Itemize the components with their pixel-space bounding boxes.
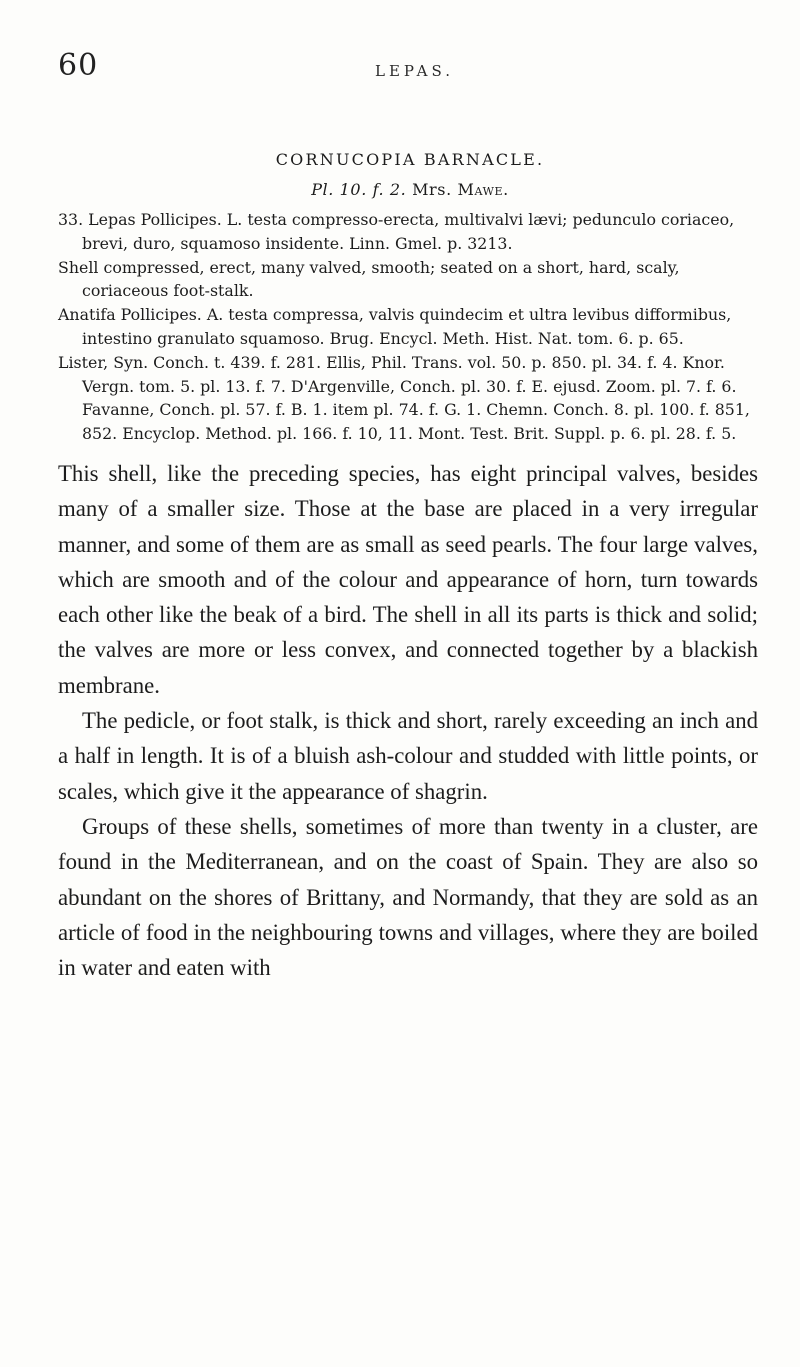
body-paragraph: The pedicle, or foot stalk, is thick and short, rarely exceeding an inch and a half in length. It is of a bluish ash-colour and studded with little points, or scales, which give it the appearance of shagrin. [58,708,758,804]
synonymy-entry: Lister, Syn. Conch. t. 439. f. 281. Ellis, Phil. Trans. vol. 50. p. 850. pl. 34. f. 4. Knor. Vergn. tom. 5. pl. 13. f. 7. D'Argenville, Conch. pl. 30. f. E. ejusd. Zoom. pl. 7. f. 6. Favanne, Conch. pl. 57. f. B. 1. item pl. 74. f. G. 1. Chemn. Conch. 8. pl. 100. f. 851, 852. Encyclop. Method. pl. 166. f. 10, 11. Mont. Test. Brit. Suppl. p. 6. pl. 28. f. 5. [58,352,750,444]
species-heading: CORNUCOPIA BARNACLE. [275,150,545,169]
body-paragraph: This shell, like the preceding species, has eight principal valves, besides many of a smaller size. Those at the base are placed in a very irregular manner, and some of them are as small as seed pearls. The four large valves, which are smooth and of the colour and appearance of horn, turn towards each other like the beak of a bird. The shell in all its parts is thick and solid; the valves are more or less convex, and connected together by a blackish membrane. [58,461,758,698]
description-body [58,456,758,985]
author-name: Mawe. [457,180,509,199]
synonymy-block [58,208,758,446]
running-head: LEPAS. [375,62,454,80]
body-paragraph: Groups of these shells, sometimes of more than twenty in a cluster, are found in the Mediterranean, and on the coast of Spain. They are also so abundant on the shores of Brittany, and Normandy, that they are sold as an article of food in the neighbouring towns and villages, where they are boiled in water and eaten with [58,813,758,981]
synonymy-entry: 33. Lepas Pollicipes. L. testa compresso-erecta, multivalvi lævi; pedunculo coriaceo, brevi, duro, squamoso insidente. Linn. Gmel. p. 3213. [58,210,735,253]
plate-number: Pl. 10. f. 2. [311,180,407,199]
author-prefix: Mrs. [412,180,452,199]
page-number: 60 [58,48,99,83]
plate-reference [0,180,800,199]
synonymy-entry: Shell compressed, erect, many valved, smooth; seated on a short, hard, scaly, coriaceous foot-stalk. [58,257,680,301]
synonymy-entry: Anatifa Pollicipes. A. testa compressa, valvis quindecim et ultra levibus difformibus, intestino granulato squamoso. Brug. Encycl. Meth. Hist. Nat. tom. 6. p. 65. [58,305,732,348]
